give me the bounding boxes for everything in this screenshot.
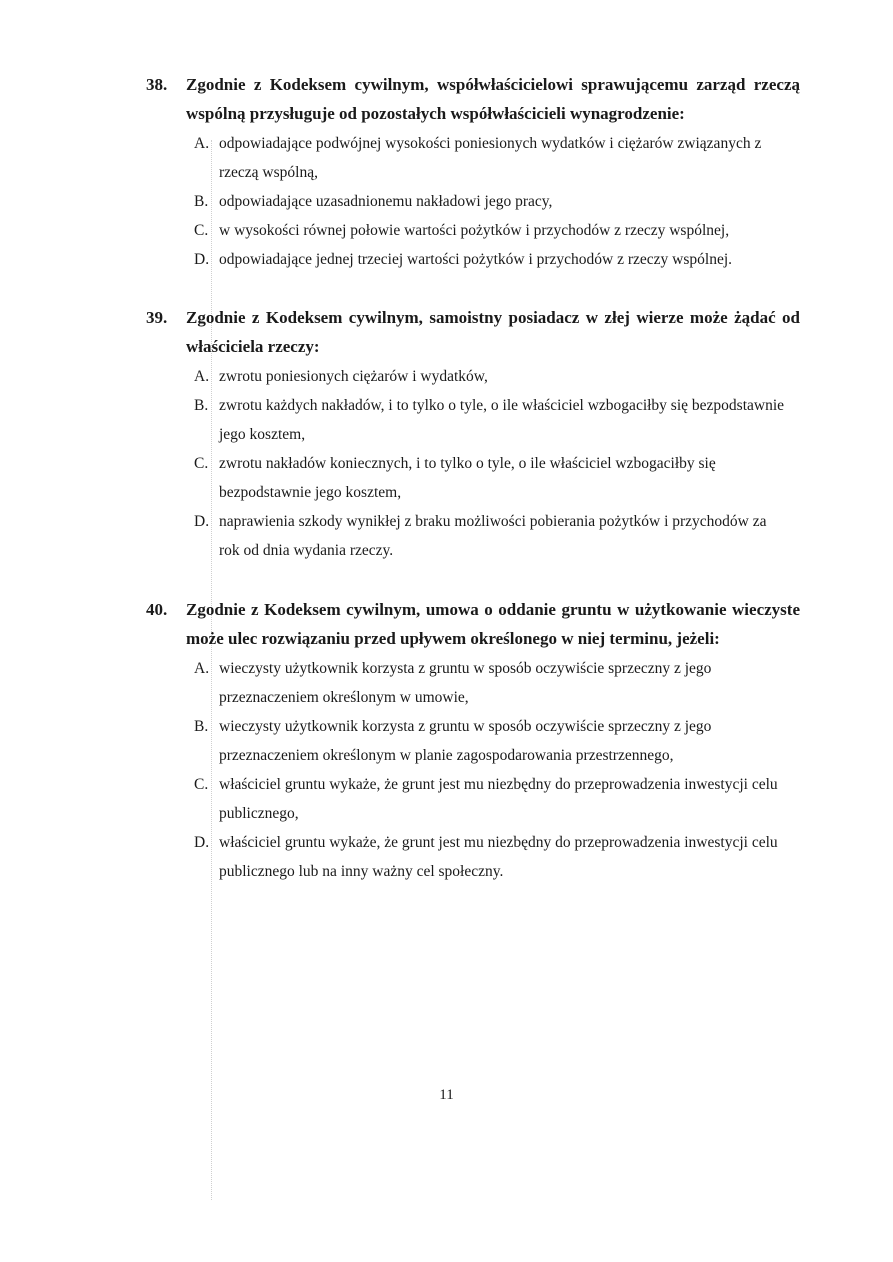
answer-option-c <box>146 216 789 245</box>
answer-letter: A. <box>194 135 210 152</box>
answer-letter: B. <box>194 193 209 210</box>
question-stem: Zgodnie z Kodeksem cywilnym, współwłaścicielowi sprawującemu zarząd rzeczą wspólną przysługuje od pozostałych współwłaścicieli wynagrodzenie: <box>186 75 800 123</box>
answer-letter: B. <box>194 718 209 735</box>
question-38 <box>146 70 806 274</box>
answer-letter: D. <box>194 513 210 530</box>
answer-letter: A. <box>194 368 210 385</box>
question-40 <box>146 595 806 886</box>
answer-text: odpowiadające uzasadnionemu nakładowi jego pracy, <box>219 193 553 210</box>
answer-list <box>146 362 806 565</box>
answer-text: wieczysty użytkownik korzysta z gruntu w sposób oczywiście sprzeczny z jego przeznaczeniem określonym w planie zagospodarowania przestrzennego, <box>219 718 712 764</box>
answer-letter: C. <box>194 776 209 793</box>
answer-text: odpowiadające podwójnej wysokości poniesionych wydatków i ciężarów związanych z rzeczą wspólną, <box>219 135 762 181</box>
answer-option-a <box>146 129 789 187</box>
answer-option-c <box>146 770 789 828</box>
answer-list <box>146 129 806 274</box>
answer-option-b <box>146 187 789 216</box>
answer-text: w wysokości równej połowie wartości pożytków i przychodów z rzeczy wspólnej, <box>219 222 730 239</box>
answer-option-c <box>146 449 789 507</box>
answer-option-b <box>146 712 789 770</box>
answer-letter: C. <box>194 222 209 239</box>
answer-text: zwrotu poniesionych ciężarów i wydatków, <box>219 368 488 385</box>
answer-option-d <box>146 245 789 274</box>
answer-option-d <box>146 507 789 565</box>
answer-text: odpowiadające jednej trzeciej wartości pożytków i przychodów z rzeczy wspólnej. <box>219 251 733 268</box>
answer-option-b <box>146 391 789 449</box>
answer-text: wieczysty użytkownik korzysta z gruntu w sposób oczywiście sprzeczny z jego przeznaczeniem określonym w umowie, <box>219 660 712 706</box>
answer-option-a <box>146 654 789 712</box>
answer-letter: C. <box>194 455 209 472</box>
answer-letter: B. <box>194 397 209 414</box>
question-stem: Zgodnie z Kodeksem cywilnym, samoistny posiadacz w złej wierze może żądać od właściciela rzeczy: <box>186 308 800 356</box>
answer-letter: D. <box>194 251 210 268</box>
question-number: 39. <box>146 308 168 327</box>
question-number: 40. <box>146 600 168 619</box>
answer-text: właściciel gruntu wykaże, że grunt jest mu niezbędny do przeprowadzenia inwestycji celu publicznego, <box>219 776 778 822</box>
answer-letter: D. <box>194 834 210 851</box>
answer-list <box>146 654 806 886</box>
answer-text: zwrotu nakładów koniecznych, i to tylko o tyle, o ile właściciel wzbogaciłby się bezpodstawnie jego kosztem, <box>219 455 716 501</box>
answer-letter: A. <box>194 660 210 677</box>
answer-text: właściciel gruntu wykaże, że grunt jest mu niezbędny do przeprowadzenia inwestycji celu publicznego lub na inny ważny cel społeczny. <box>219 834 778 880</box>
page-number: 11 <box>439 1087 454 1103</box>
question-stem: Zgodnie z Kodeksem cywilnym, umowa o oddanie gruntu w użytkowanie wieczyste może ulec rozwiązaniu przed upływem określonego w niej terminu, jeżeli: <box>186 600 800 648</box>
question-number: 38. <box>146 75 168 94</box>
question-39 <box>146 303 806 565</box>
answer-text: zwrotu każdych nakładów, i to tylko o tyle, o ile właściciel wzbogaciłby się bezpodstawnie jego kosztem, <box>219 397 785 443</box>
answer-option-d <box>146 828 789 886</box>
answer-text: naprawienia szkody wynikłej z braku możliwości pobierania pożytków i przychodów za rok od dnia wydania rzeczy. <box>219 513 767 559</box>
answer-option-a <box>146 362 789 391</box>
